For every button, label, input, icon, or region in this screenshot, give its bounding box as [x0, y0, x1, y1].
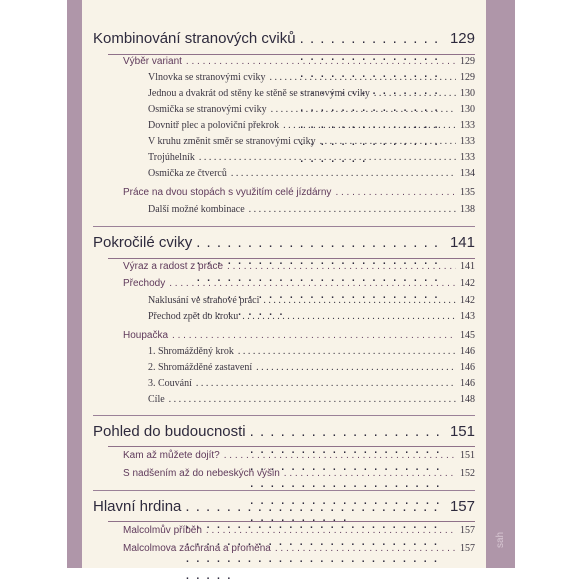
toc-entry[interactable]	[148, 311, 475, 322]
entry-page: 133	[460, 136, 475, 147]
entry-label: Houpačka	[123, 330, 169, 341]
entry-label: Osmička se stranovými cviky	[148, 104, 267, 115]
toc-entry[interactable]	[148, 295, 475, 306]
leader-dots	[374, 88, 456, 99]
entry-label: Další možné kombinace	[148, 204, 245, 215]
entry-page: 146	[460, 346, 475, 357]
entry-label: Vlnovka se stranovými cviky	[148, 72, 266, 83]
entry-page: 148	[460, 394, 475, 405]
section-heading[interactable]	[93, 30, 475, 52]
entry-page: 142	[460, 278, 475, 289]
toc-entry[interactable]	[123, 525, 475, 536]
leader-dots	[283, 120, 456, 131]
section-title: Kombinování stranových cviků	[93, 30, 296, 47]
entry-label: Dovnitř plec a poloviční překrok	[148, 120, 280, 131]
leader-dots	[249, 204, 456, 215]
leader-dots	[169, 394, 456, 405]
toc-entry[interactable]	[148, 394, 475, 405]
toc-entry[interactable]	[148, 88, 475, 99]
toc-entry[interactable]	[148, 168, 475, 179]
entry-label: Naklusání ve stranové práci	[148, 295, 260, 306]
toc-entry[interactable]	[123, 330, 475, 341]
entry-page: 145	[460, 330, 475, 341]
entry-label: 3. Couvání	[148, 378, 192, 389]
entry-label: Přechody	[123, 278, 166, 289]
section-page: 157	[449, 498, 475, 515]
toc-entry[interactable]	[123, 261, 475, 272]
section-divider	[93, 226, 475, 227]
leader-dots	[263, 295, 456, 306]
entry-label: Přechod zpět do kroku	[148, 311, 239, 322]
leader-dots	[275, 543, 456, 554]
entry-page: 143	[460, 311, 475, 322]
entry-page: 135	[460, 187, 475, 198]
page-edge-label: sah	[495, 531, 506, 548]
entry-page: 133	[460, 152, 475, 163]
entry-page: 141	[460, 261, 475, 272]
section-divider	[93, 415, 475, 416]
leader-dots	[256, 362, 456, 373]
entry-page: 130	[460, 88, 475, 99]
section-page: 151	[449, 423, 475, 440]
toc-entry[interactable]	[148, 362, 475, 373]
leader-dots	[206, 525, 456, 536]
leader-dots	[186, 56, 456, 67]
leader-dots	[269, 72, 456, 83]
leader-dots	[271, 104, 456, 115]
toc-entry[interactable]	[148, 120, 475, 131]
leader-dots	[172, 330, 456, 341]
toc-entry[interactable]	[123, 56, 475, 67]
section-page: 129	[449, 30, 475, 47]
entry-label: V kruhu změnit směr se stranovými cviky	[148, 136, 316, 147]
toc-entry[interactable]	[148, 204, 475, 215]
entry-label: Výraz a radost z práce	[123, 261, 224, 272]
entry-label: Kam až můžete dojít?	[123, 450, 220, 461]
entry-page: 146	[460, 378, 475, 389]
toc-entry[interactable]	[123, 450, 475, 461]
entry-page: 130	[460, 104, 475, 115]
leader-dots	[231, 168, 456, 179]
section-heading[interactable]	[93, 234, 475, 256]
entry-page: 129	[460, 56, 475, 67]
toc-entry[interactable]	[148, 104, 475, 115]
table-of-contents	[93, 0, 475, 568]
leader-dots	[196, 378, 456, 389]
leader-dots	[320, 136, 456, 147]
section-title: Pokročilé cviky	[93, 234, 193, 251]
entry-page: 129	[460, 72, 475, 83]
leader-dots	[238, 346, 456, 357]
entry-page: 134	[460, 168, 475, 179]
leader-dots	[284, 468, 456, 479]
entry-label: 2. Shromážděné zastavení	[148, 362, 253, 373]
entry-label: Cíle	[148, 394, 165, 405]
entry-label: Jednou a dvakrát od stěny ke stěně se stranovými cviky	[148, 88, 370, 99]
toc-entry[interactable]	[123, 278, 475, 289]
section-divider	[93, 490, 475, 491]
section-page: 141	[449, 234, 475, 251]
leader-dots	[227, 261, 456, 272]
toc-entry[interactable]	[123, 468, 475, 479]
toc-entry[interactable]	[148, 378, 475, 389]
toc-entry[interactable]	[148, 346, 475, 357]
entry-label: Osmička ze čtverců	[148, 168, 227, 179]
entry-page: 146	[460, 362, 475, 373]
section-heading[interactable]	[93, 423, 475, 445]
toc-entry[interactable]	[148, 152, 475, 163]
leader-dots	[169, 278, 456, 289]
entry-page: 151	[460, 450, 475, 461]
leader-dots	[242, 311, 456, 322]
entry-page: 152	[460, 468, 475, 479]
toc-entry[interactable]	[123, 543, 475, 554]
entry-label: Výběr variant	[123, 56, 182, 67]
entry-page: 133	[460, 120, 475, 131]
section-heading[interactable]	[93, 498, 475, 520]
entry-label: Malcolmův příběh	[123, 525, 202, 536]
section-title: Hlavní hrdina	[93, 498, 182, 515]
entry-page: 138	[460, 204, 475, 215]
entry-label: Malcolmova záchrana a proměna	[123, 543, 271, 554]
entry-page: 157	[460, 543, 475, 554]
entry-label: 1. Shromážděný krok	[148, 346, 234, 357]
section-title: Pohled do budoucnosti	[93, 423, 246, 440]
toc-entry[interactable]	[123, 187, 475, 198]
entry-label: Trojúhelník	[148, 152, 195, 163]
entry-page: 157	[460, 525, 475, 536]
entry-label: S nadšením až do nebeských výšin	[123, 468, 280, 479]
leader-dots	[224, 450, 456, 461]
entry-page: 142	[460, 295, 475, 306]
leader-dots	[335, 187, 456, 198]
toc-entry[interactable]	[148, 72, 475, 83]
entry-label: Práce na dvou stopách s využitím celé jízdárny	[123, 187, 332, 198]
toc-entry[interactable]	[148, 136, 475, 147]
leader-dots	[199, 152, 456, 163]
